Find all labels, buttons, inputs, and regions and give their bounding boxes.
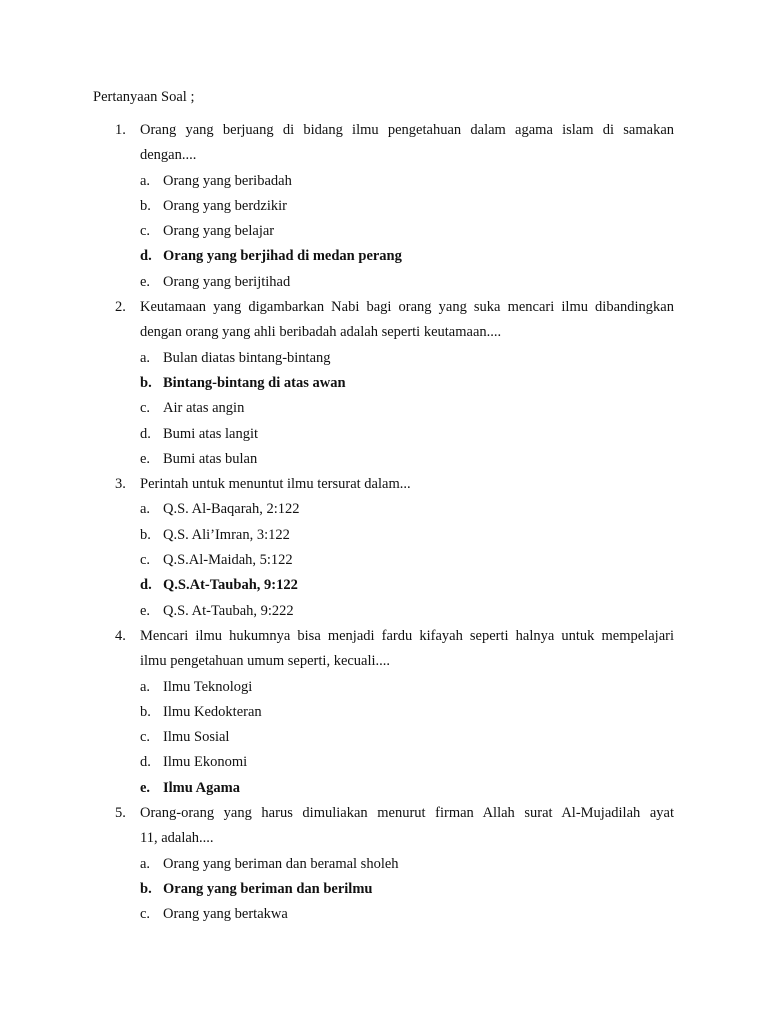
option-text: Q.S. At-Taubah, 9:222 <box>163 602 294 619</box>
question-text: dengan orang yang ahli beribadah adalah seperti keutamaan.... <box>140 324 502 341</box>
answer-option-correct <box>0 572 768 597</box>
question-number: 3. <box>115 476 126 493</box>
option-text: Bumi atas langit <box>163 425 259 442</box>
answer-option <box>0 218 768 243</box>
answer-option <box>0 395 768 420</box>
answer-option <box>0 522 768 547</box>
option-letter: c. <box>140 400 151 417</box>
answer-option <box>0 699 768 724</box>
option-letter: a. <box>140 678 151 695</box>
question-list <box>0 117 768 927</box>
question-line <box>0 471 768 496</box>
option-letter: c. <box>140 906 151 923</box>
answer-option <box>0 749 768 774</box>
option-text: Ilmu Ekonomi <box>163 754 248 771</box>
question-item <box>0 800 768 926</box>
answer-option <box>0 446 768 471</box>
option-letter: e. <box>140 450 151 467</box>
option-text: Bintang-bintang di atas awan <box>163 374 346 391</box>
answer-option-correct <box>0 775 768 800</box>
question-text: 11, adalah.... <box>140 830 214 847</box>
answer-option <box>0 851 768 876</box>
option-letter: b. <box>140 703 151 720</box>
option-text: Ilmu Kedokteran <box>163 703 262 720</box>
option-letter: a. <box>140 349 151 366</box>
option-letter: d. <box>140 577 152 594</box>
option-letter: c. <box>140 552 151 569</box>
option-text: Q.S.At-Taubah, 9:122 <box>163 577 298 594</box>
answer-option <box>0 269 768 294</box>
option-letter: e. <box>140 779 151 796</box>
question-text: Orang-orang yang harus dimuliakan menurut firman Allah surat Al-Mujadilah ayat <box>140 805 674 822</box>
option-text: Ilmu Agama <box>163 779 240 796</box>
option-text: Q.S.Al-Maidah, 5:122 <box>163 552 293 569</box>
question-line <box>0 648 768 673</box>
answer-option <box>0 724 768 749</box>
option-text: Q.S. Al-Baqarah, 2:122 <box>163 501 300 518</box>
option-letter: b. <box>140 526 151 543</box>
page-title: Pertanyaan Soal ; <box>93 89 195 105</box>
option-text: Orang yang beriman dan berilmu <box>163 880 373 897</box>
option-text: Air atas angin <box>163 400 245 417</box>
question-item <box>0 623 768 800</box>
question-line <box>0 800 768 825</box>
option-letter: d. <box>140 425 151 442</box>
question-item <box>0 471 768 623</box>
option-text: Orang yang berjihad di medan perang <box>163 248 402 265</box>
option-letter: e. <box>140 602 151 619</box>
option-text: Orang yang beribadah <box>163 172 292 189</box>
question-number: 4. <box>115 627 126 644</box>
question-item <box>0 294 768 471</box>
option-letter: d. <box>140 754 151 771</box>
answer-option-correct <box>0 370 768 395</box>
question-text: Mencari ilmu hukumnya bisa menjadi fardu kifayah seperti halnya untuk mempelajari <box>140 627 674 644</box>
question-number: 5. <box>115 805 126 822</box>
answer-option <box>0 496 768 521</box>
answer-option <box>0 674 768 699</box>
question-text: Perintah untuk menuntut ilmu tersurat dalam... <box>140 476 411 493</box>
answer-option-correct <box>0 876 768 901</box>
option-letter: b. <box>140 880 152 897</box>
question-text: dengan.... <box>140 147 197 164</box>
option-letter: b. <box>140 197 151 214</box>
option-text: Q.S. Ali’Imran, 3:122 <box>163 526 290 543</box>
question-text: Orang yang berjuang di bidang ilmu pengetahuan dalam agama islam di samakan <box>140 122 674 138</box>
option-letter: a. <box>140 855 151 872</box>
answer-option <box>0 598 768 623</box>
question-line <box>0 825 768 850</box>
question-text: Keutamaan yang digambarkan Nabi bagi orang yang suka mencari ilmu dibandingkan <box>140 299 674 316</box>
option-text: Ilmu Sosial <box>163 729 230 746</box>
answer-option-correct <box>0 243 768 268</box>
option-letter: a. <box>140 172 151 189</box>
question-item <box>0 117 768 294</box>
question-text: ilmu pengetahuan umum seperti, kecuali.... <box>140 653 391 670</box>
option-letter: d. <box>140 248 152 265</box>
option-letter: c. <box>140 223 151 240</box>
answer-option <box>0 421 768 446</box>
option-text: Bulan diatas bintang-bintang <box>163 349 331 366</box>
question-line <box>0 142 768 167</box>
answer-option <box>0 168 768 193</box>
answer-option <box>0 345 768 370</box>
option-text: Orang yang berijtihad <box>163 273 291 290</box>
option-text: Orang yang bertakwa <box>163 906 288 923</box>
answer-option <box>0 193 768 218</box>
option-letter: a. <box>140 501 151 518</box>
option-text: Orang yang beriman dan beramal sholeh <box>163 855 399 872</box>
answer-option <box>0 547 768 572</box>
option-text: Orang yang berdzikir <box>163 197 288 214</box>
question-line <box>0 117 768 142</box>
option-text: Bumi atas bulan <box>163 450 258 467</box>
question-line <box>0 623 768 648</box>
answer-option <box>0 901 768 926</box>
option-text: Ilmu Teknologi <box>163 678 253 695</box>
option-letter: c. <box>140 729 151 746</box>
option-letter: e. <box>140 273 151 290</box>
question-line <box>0 319 768 344</box>
question-number: 1. <box>115 122 126 138</box>
option-text: Orang yang belajar <box>163 223 275 240</box>
option-letter: b. <box>140 374 152 391</box>
question-line <box>0 294 768 319</box>
question-number: 2. <box>115 299 126 316</box>
